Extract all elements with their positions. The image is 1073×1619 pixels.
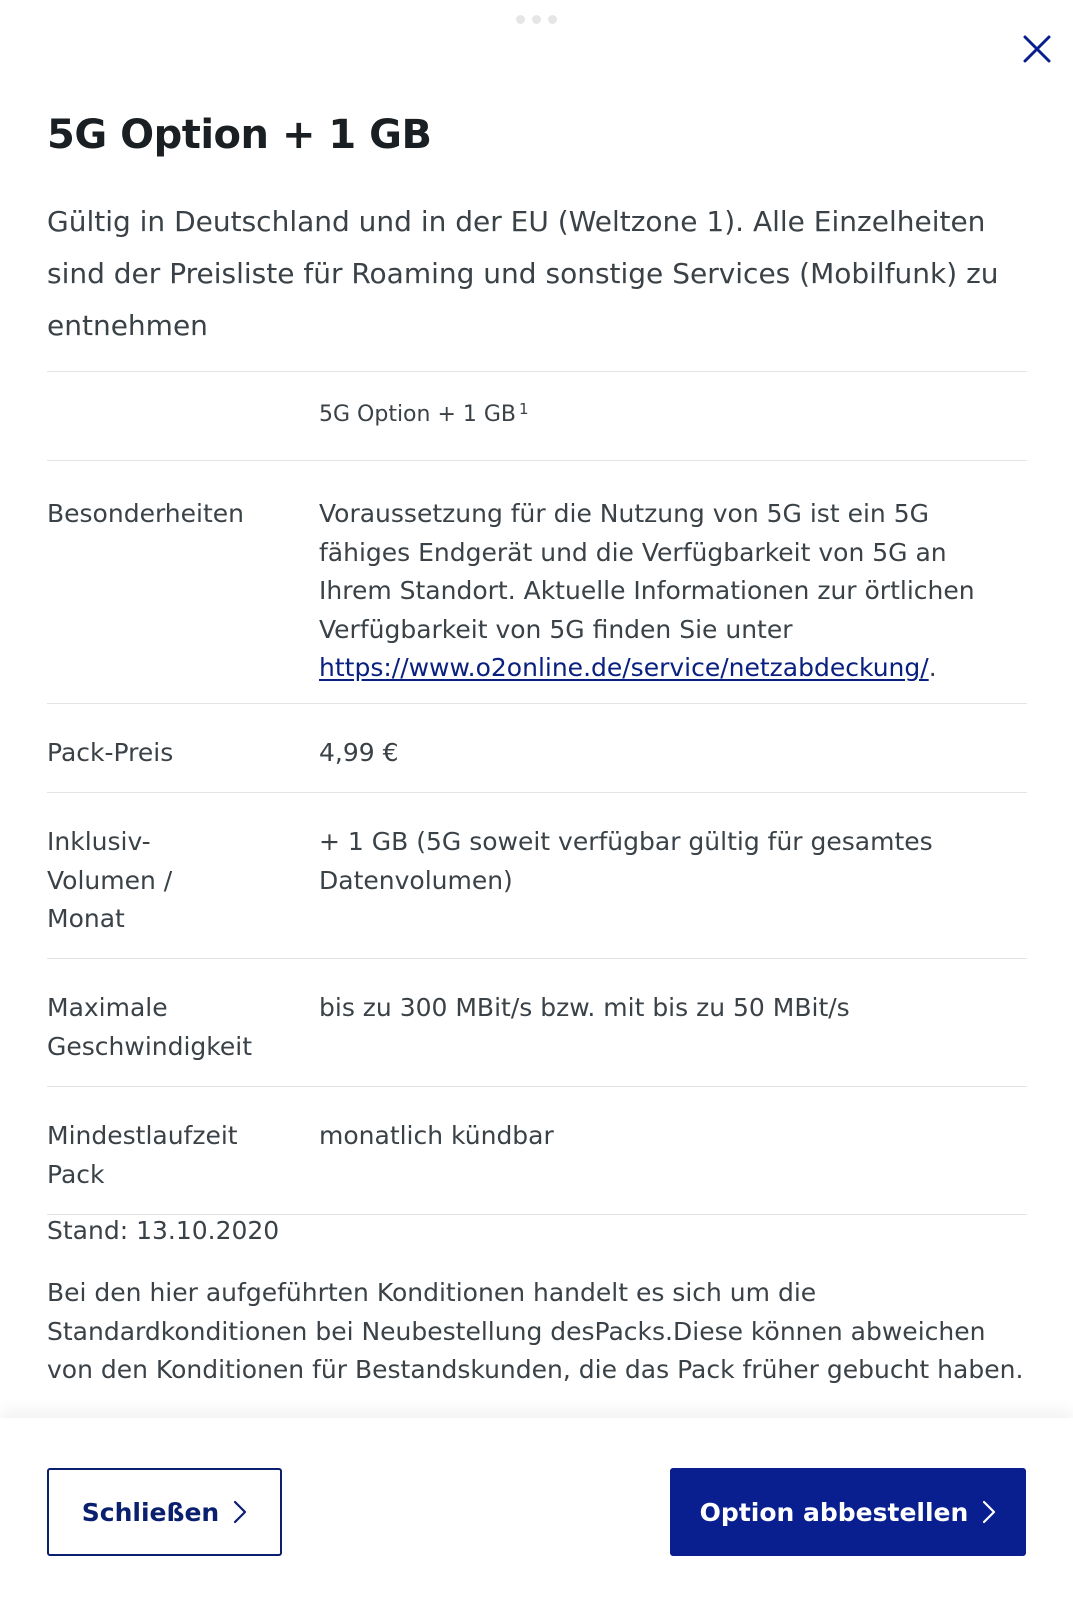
table-row	[47, 958, 1027, 1086]
drag-handle-dot	[532, 15, 541, 24]
chevron-right-icon	[233, 1500, 247, 1524]
close-icon	[1016, 28, 1058, 70]
stand-date: Stand: 13.10.2020	[47, 1216, 280, 1245]
table-row	[47, 1086, 1027, 1214]
close-modal-button-label: Schließen	[81, 1497, 220, 1527]
cancel-option-button-label: Option abbestellen	[699, 1497, 969, 1527]
chevron-right-icon	[982, 1500, 996, 1524]
close-modal-button[interactable]	[47, 1468, 282, 1556]
drag-handle-dot	[548, 15, 557, 24]
details-table	[47, 371, 1027, 1215]
table-header-row	[47, 371, 1027, 460]
row-value: monatlich kündbar	[319, 1121, 554, 1150]
row-label: Besonderheiten	[47, 499, 244, 528]
row-value-text: Voraussetzung für die Nutzung von 5G ist ein 5G fähiges Endgerät und die Verfügbarkeit von 5G an Ihrem Standort. Aktuelle Informationen zur örtlichen Verfügbarkeit von 5G finden Sie unter	[319, 499, 975, 644]
row-label: Mindestlaufzeit Pack	[47, 1121, 238, 1189]
row-value	[319, 495, 1027, 703]
row-value: + 1 GB (5G soweit verfügbar gültig für gesamtes Datenvolumen)	[319, 827, 933, 895]
row-value-suffix: .	[928, 653, 937, 682]
row-value: 4,99 €	[319, 738, 399, 767]
row-label: Inklusiv-Volumen / Monat	[47, 827, 173, 933]
close-button[interactable]	[1016, 28, 1058, 70]
disclaimer-text: Bei den hier aufgeführten Konditionen handelt es sich um die Standardkonditionen bei Neubestellung desPacks.Diese können abweichen von den Konditionen für Bestandskunden, die das Pack früher gebucht haben.	[47, 1278, 1024, 1384]
table-row	[47, 460, 1027, 703]
cancel-option-button[interactable]	[670, 1468, 1026, 1556]
page-title: 5G Option + 1 GB	[47, 112, 432, 158]
table-bottom-divider	[47, 1214, 1027, 1215]
row-label: Maximale Geschwindigkeit	[47, 993, 253, 1061]
drag-handle[interactable]	[0, 15, 1073, 24]
table-header-label: 5G Option + 1 GB	[319, 402, 517, 427]
table-row	[47, 703, 1027, 792]
footnote-marker: 1	[519, 400, 529, 418]
intro-text: Gültig in Deutschland und in der EU (Weltzone 1). Alle Einzelheiten sind der Preisliste für Roaming und sonstige Services (Mobilfunk) zu entnehmen	[47, 205, 999, 342]
table-header-cell	[319, 399, 1027, 460]
table-row	[47, 792, 1027, 958]
table-header-empty	[47, 399, 319, 460]
netzabdeckung-link[interactable]: https://www.o2online.de/service/netzabdeckung/	[319, 653, 929, 682]
footer-action-bar	[0, 1418, 1073, 1619]
row-value: bis zu 300 MBit/s bzw. mit bis zu 50 MBit/s	[319, 993, 850, 1022]
drag-handle-dot	[516, 15, 525, 24]
row-label: Pack-Preis	[47, 738, 174, 767]
